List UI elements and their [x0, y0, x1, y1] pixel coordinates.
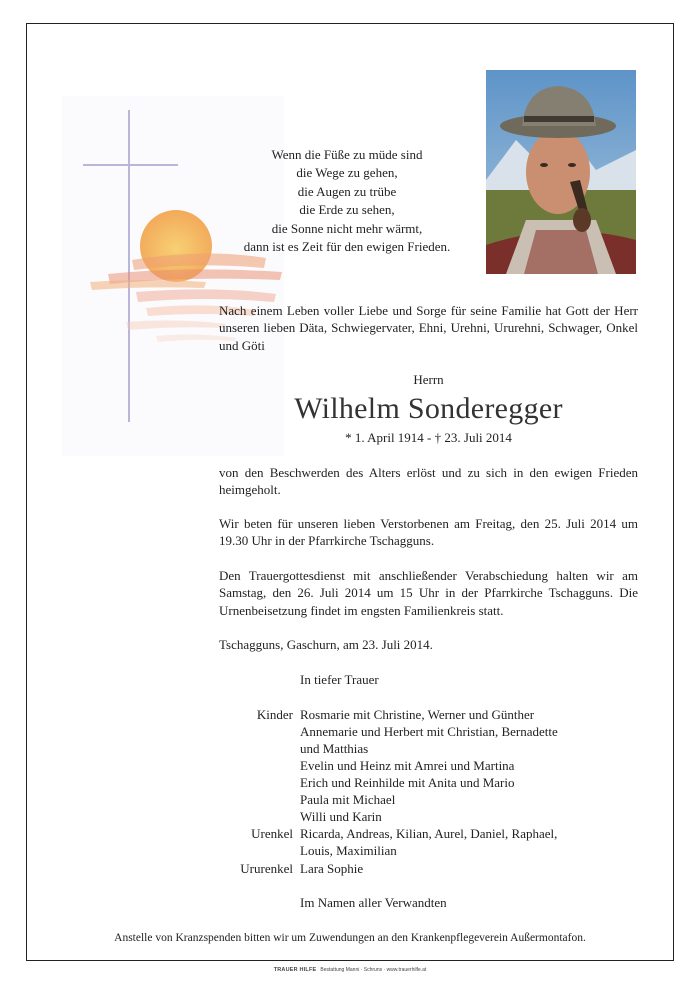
donation-note: Anstelle von Kranzspenden bitten wir um Zuwendungen an den Krankenpflegeverein Außermontafon. — [114, 932, 586, 944]
mourner-line: Lara Sophie — [300, 861, 364, 876]
life-dates: * 1. April 1914 - † 23. Juli 2014 — [345, 430, 512, 445]
paragraph: Tschagguns, Gaschurn, am 23. Juli 2014. — [219, 637, 433, 652]
urenkel-label: Urenkel — [251, 826, 293, 841]
mourner-line: Willi und Karin — [300, 809, 382, 824]
mourner-line: Paula mit Michael — [300, 792, 396, 807]
poem-line: die Erde zu sehen, — [299, 202, 395, 218]
mourner-line: Erich und Reinhilde mit Anita und Mario — [300, 775, 515, 790]
ururenkel-label: Ururenkel — [240, 861, 293, 876]
poem — [242, 146, 452, 256]
poem-line: die Sonne nicht mehr wärmt, — [271, 220, 423, 236]
mourner-line: Rosmarie mit Christine, Werner und Günther — [300, 707, 535, 722]
mourner-line: Louis, Maximilian — [300, 843, 397, 858]
cross-bar — [83, 164, 178, 166]
poem-line: dann ist es Zeit für den ewigen Frieden. — [243, 239, 451, 255]
mourner-line: Annemarie und Herbert mit Christian, Bernadette — [300, 724, 558, 739]
paragraph: Den Trauergottesdienst mit anschließender Verabschiedung halten wir am Samstag, den 26. Juli 2014 um 15 Uhr in der Pfarrkirche Tschagguns. Die Urnenbeisetzung findet im engsten Familienkreis statt. — [219, 568, 638, 618]
poem-line: Wenn die Füße zu müde sind — [271, 147, 423, 162]
mourner-line: und Matthias — [300, 741, 369, 756]
brand-name: TRAUER HILFE — [273, 967, 317, 973]
brand-line — [0, 967, 700, 973]
closing-line: Im Namen aller Verwandten — [300, 895, 447, 910]
mourner-line: Evelin und Heinz mit Amrei und Martina — [300, 758, 515, 773]
portrait-photo — [486, 70, 636, 274]
salutation: Herrn — [413, 372, 444, 387]
deceased-name: Wilhelm Sonderegger — [294, 392, 563, 425]
paragraph: von den Beschwerden des Alters erlöst und zu sich in den ewigen Frieden heimgeholt. — [219, 465, 638, 498]
intro-text: Nach einem Leben voller Liebe und Sorge für seine Familie hat Gott der Herr unseren lieben Däta, Schwiegervater, Ehni, Urehni, Ururehni, Schwager, Onkel und Göti — [219, 303, 638, 353]
poem-line: die Wege zu gehen, — [296, 165, 398, 181]
kinder-label: Kinder — [256, 707, 293, 722]
paragraph: Wir beten für unseren lieben Verstorbenen am Freitag, den 25. Juli 2014 um 19.30 Uhr in der Pfarrkirche Tschagguns. — [219, 516, 638, 549]
mourning-intro: In tiefer Trauer — [300, 672, 379, 687]
brand-details: Bestattung Manni · Schruns · www.trauerhilfe.at — [320, 967, 427, 973]
mourner-line: Ricarda, Andreas, Kilian, Aurel, Daniel, Raphael, — [300, 826, 558, 841]
poem-line: die Augen zu trübe — [297, 183, 397, 199]
